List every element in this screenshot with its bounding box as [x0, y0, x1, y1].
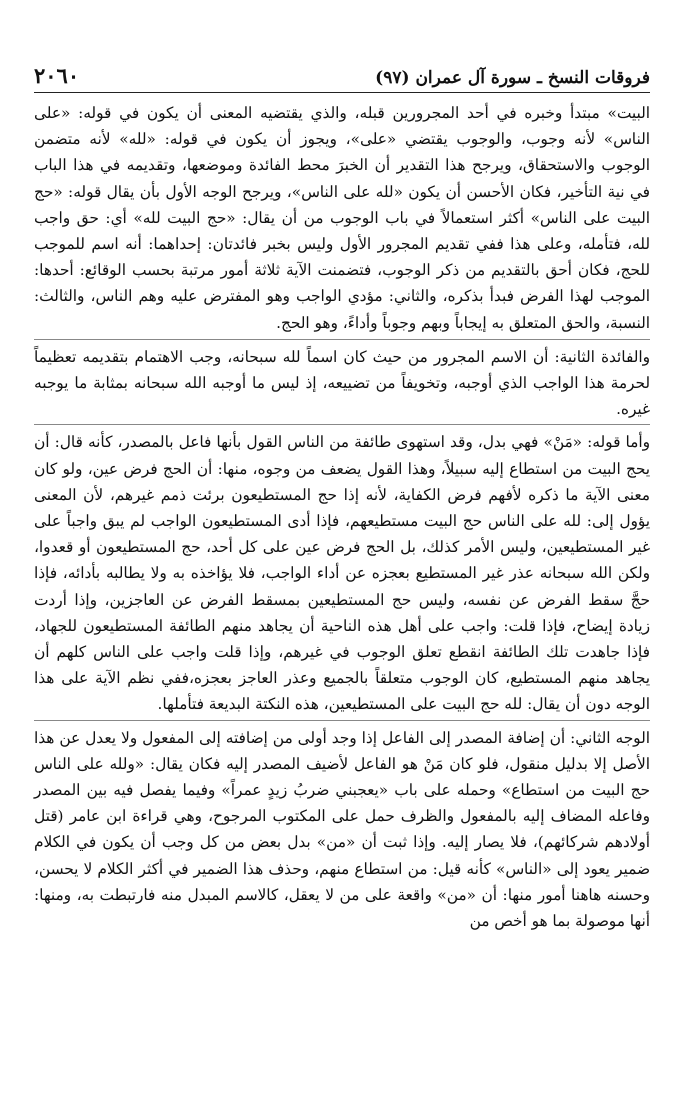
paragraph-separator: [34, 339, 650, 340]
paragraph-1: البيت» مبتدأ وخبره في أحد المجرورين قبله، والذي يقتضيه المعنى أن يكون في قوله: «على الناس» لأنه وجوب، والوجوب يقتضي «على»، ويجوز أن يكون في قوله: «لله» لأنه متضمن الوجوب والاستحقاق، ويرجح هذا التقدير أن الخبرَ محط الفائدة وموضعها، وتقديمه في هذا الباب في نية التأخير، فكان الأحسن أن يكون «لله على الناس»، ويرجح الوجه الأول بأن يقال قوله: «حج البيت على الناس» أكثر استعمالاً في باب الوجوب من أن يقال: «حج البيت لله» أي: حق واجب لله، فتأمله، وعلى هذا ففي تقديم المجرور الأول وليس بخبر فائدتان: إحداهما: أنه اسم للموجب للحج، فكان أحق بالتقديم من ذكر الوجوب، فتضمنت الآية ثلاثة أمور مرتبة بحسب الوقائع: أحدها: الموجب لهذا الفرض فبدأ بذكره، والثاني: مؤدي الواجب وهو المفترض عليه وهم الناس، والثالث: النسبة، والحق المتعلق به إيجاباً وبهم وجوباً وأداءً، وهو الحج.: [34, 104, 650, 332]
running-title: فروقات النسخ ـ سورة آل عمران (٩٧): [375, 68, 650, 88]
page-body: [34, 100, 650, 934]
paragraph-3: وأما قوله: «مَنْ» فهي بدل، وقد استهوى طائفة من الناس القول بأنها فاعل بالمصدر، كأنه قال: أن يحج البيت من استطاع إليه سبيلاً، وهذا القول يضعف من وجوه، منها: أن الحج فرض عين، ولو كان معنى الآية ما ذكره لأفهم فرض الكفاية، لأنه إذا حج المستطيعون برئت ذمم غيرهم، لأن المعنى يؤول إلى: لله على الناس حج البيت مستطيعهم، فإذا أدى المستطيعون الواجب لم يبق واجباً على غير المستطيعين، وليس الأمر كذلك، بل الحج فرض عين على كل أحد، حج المستطيعون أو قعدوا، ولكن الله سبحانه عذر غير المستطيع بعجزه عن أداء الواجب، فلا يؤاخذه به ولا يطالبه بأدائه، فإذا حجَّ سقط الفرض عن نفسه، وليس حج المستطيعين بمسقط الفرض عن العاجزين، وإذا أردت زيادة إيضاح، فإذا قلت: واجب على أهل هذه الناحية أن يجاهد منهم الطائفة المستطيعون للجهاد، فإذا جاهدت تلك الطائفة انقطع تعلق الوجوب في غيرهم، وإذا قلت واجب على الناس كلهم أن يجاهد منهم المستطيع، كان الوجوب متعلقاً بالجميع وعذر العاجز بعجزه،ففي نظم الآية على هذا الوجه دون أن يقال: لله حج البيت على المستطيعين، هذه النكتة البديعة فتأملها.: [34, 433, 650, 714]
paragraph-separator: [34, 424, 650, 425]
paragraph-separator: [34, 720, 650, 721]
header-rule: [34, 92, 650, 93]
paragraph-4: الوجه الثاني: أن إضافة المصدر إلى الفاعل إذا وجد أولى من إضافته إلى المفعول ولا يعدل عن هذا الأصل إلا بدليل منقول، فلو كان مَنْ هو الفاعل لأضيف المصدر إليه فكان يقال: «ولله على الناس حج البيت من استطاع» وحمله على باب «يعجبني ضربُ زيدٍ عمراً» وفيما يفصل فيه بين المصدر وفاعله المضاف إليه بالمفعول والظرف حمل على المكتوب المرجوح، وهي قراءة ابن عامر (قتل أولادهم شركائهم)، فلا يصار إليه. وإذا ثبت أن «من» بدل بعض من كل وجب أن يكون في الكلام ضمير يعود إلى «الناس» كأنه قيل: من استطاع منهم، وحذف هذا الضمير في أكثر الكلام لا يحسن، وحسنه هاهنا أمور منها: أن «من» واقعة على من لا يعقل، كالاسم المبدل منه فارتبطت به، ومنها: أنها موصولة بما هو أخص من: [34, 728, 650, 931]
page-number: ٢٠٦٠: [34, 63, 80, 88]
paragraph-2: والفائدة الثانية: أن الاسم المجرور من حيث كان اسماً لله سبحانه، وجب الاهتمام بتقديمه تعظيماً لحرمة هذا الواجب الذي أوجبه، وتخويفاً من تضييعه، إذ ليس ما أوجبه الله سبحانه بمثابة ما يوجبه غيره.: [34, 347, 650, 419]
page-header: [34, 58, 650, 88]
